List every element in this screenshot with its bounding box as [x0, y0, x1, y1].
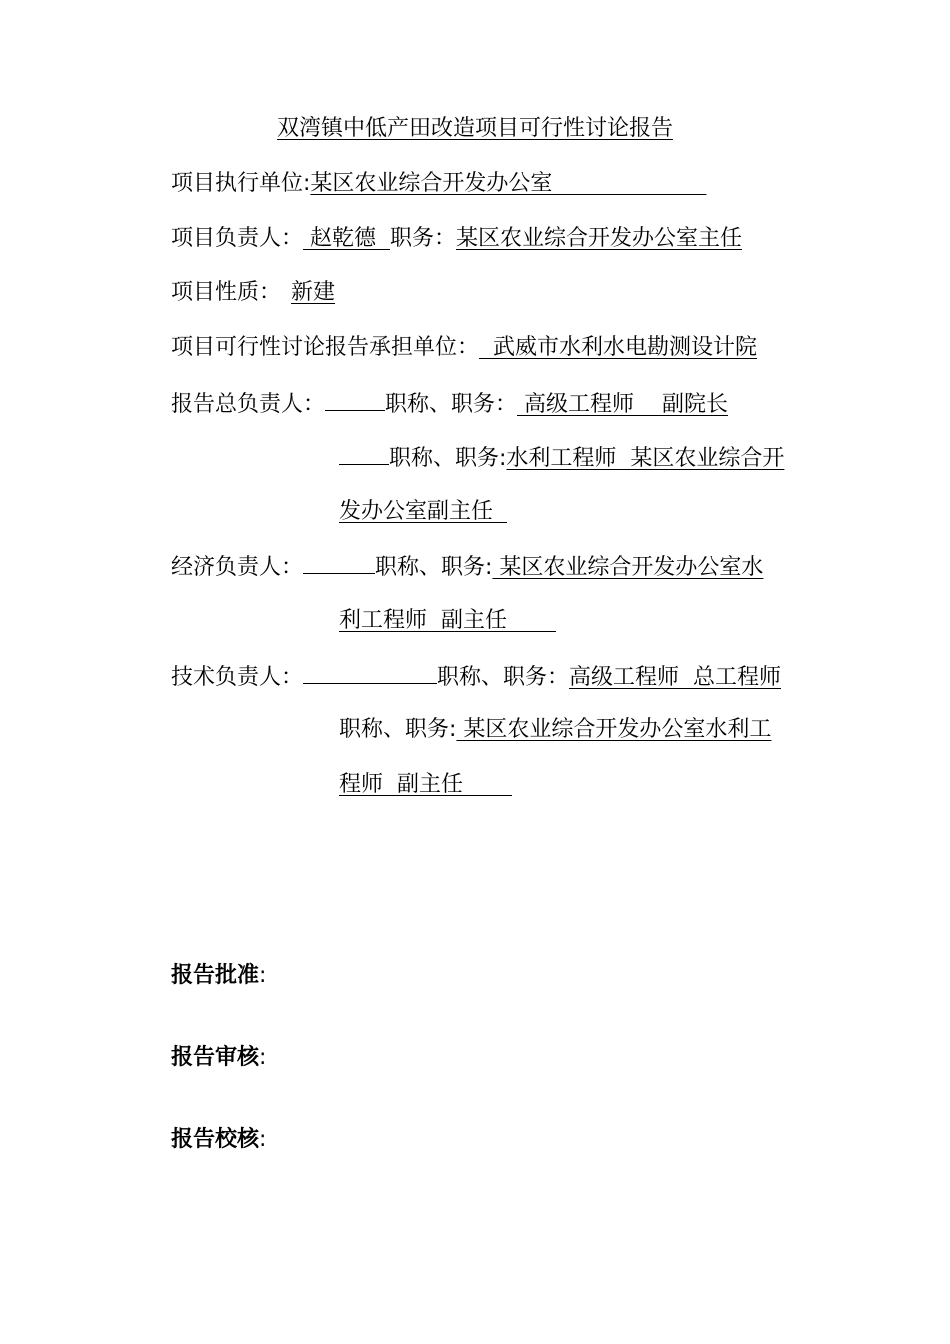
tech-chief-second-title-value-2: 程师 副主任: [339, 772, 512, 797]
approval-row: [171, 961, 266, 991]
report-chief-label: 报告总负责人：: [171, 392, 326, 417]
leader-title-label: 职务：: [390, 226, 457, 251]
approval-colon: :: [259, 963, 267, 988]
report-unit-value: 武威市水利水电勘测设计院: [479, 335, 758, 360]
leader-name: 赵乾德: [303, 226, 390, 251]
econ-chief-name-blank: [303, 551, 375, 574]
tech-chief-second-title-label: 职称、职务:: [339, 717, 457, 742]
report-chief-name-blank: [325, 388, 385, 411]
tech-chief-title-value: 高级工程师 总工程师: [569, 665, 782, 690]
exec-unit-value: 某区农业综合开发办公室: [310, 171, 707, 196]
exec-unit-label: 项目执行单位:: [171, 171, 311, 196]
report-chief-second-title-value-2: 发办公室副主任: [339, 499, 507, 524]
exec-unit-row: [171, 169, 706, 199]
check-row: [171, 1125, 266, 1155]
review-row: [171, 1043, 266, 1073]
nature-label: 项目性质：: [171, 280, 282, 305]
tech-chief-row: [171, 661, 781, 693]
econ-chief-label: 经济负责人：: [171, 555, 304, 580]
report-chief-second-name-blank: [339, 442, 389, 465]
document-title-text: 双湾镇中低产田改造项目可行性讨论报告: [276, 116, 673, 141]
tech-chief-name-blank: [303, 661, 437, 684]
check-colon: :: [259, 1127, 267, 1152]
nature-row: [171, 278, 335, 308]
report-chief-second-title-value-1: 水利工程师 某区农业综合开: [506, 446, 785, 471]
report-chief-row: [171, 388, 728, 420]
check-label: 报告校核: [171, 1127, 260, 1152]
econ-chief-title-value-1: 某区农业综合开发办公室水: [492, 555, 764, 580]
econ-chief-row: [171, 551, 763, 583]
leader-label-text: 项目负责人：: [171, 226, 304, 251]
tech-chief-second-title-value-1: 某区农业综合开发办公室水利工: [456, 717, 772, 742]
econ-chief-title-value-2: 利工程师 副主任: [339, 608, 556, 633]
report-unit-label: 项目可行性讨论报告承担单位：: [171, 335, 480, 360]
review-label: 报告审核: [171, 1045, 260, 1070]
review-colon: :: [259, 1045, 267, 1070]
tech-chief-second-row-cont: [339, 770, 512, 800]
leader-title-value: 某区农业综合开发办公室主任: [456, 226, 743, 251]
tech-chief-second-row: [339, 715, 771, 745]
document-title: [0, 114, 950, 144]
report-chief-title-label: 职称、职务：: [385, 392, 518, 417]
approval-label: 报告批准: [171, 963, 260, 988]
report-chief-second-row-cont: [339, 497, 507, 527]
tech-chief-label: 技术负责人：: [171, 665, 304, 690]
report-chief-second-row: [339, 442, 784, 474]
report-chief-second-title-label: 职称、职务:: [389, 446, 507, 471]
econ-chief-row-cont: [339, 606, 556, 636]
econ-chief-title-label: 职称、职务:: [375, 555, 493, 580]
report-unit-row: [171, 333, 757, 363]
nature-value: 新建: [291, 280, 336, 305]
leader-row: [171, 224, 742, 254]
report-chief-title-value: 高级工程师 副院长: [517, 392, 728, 417]
tech-chief-title-label: 职称、职务：: [437, 665, 570, 690]
